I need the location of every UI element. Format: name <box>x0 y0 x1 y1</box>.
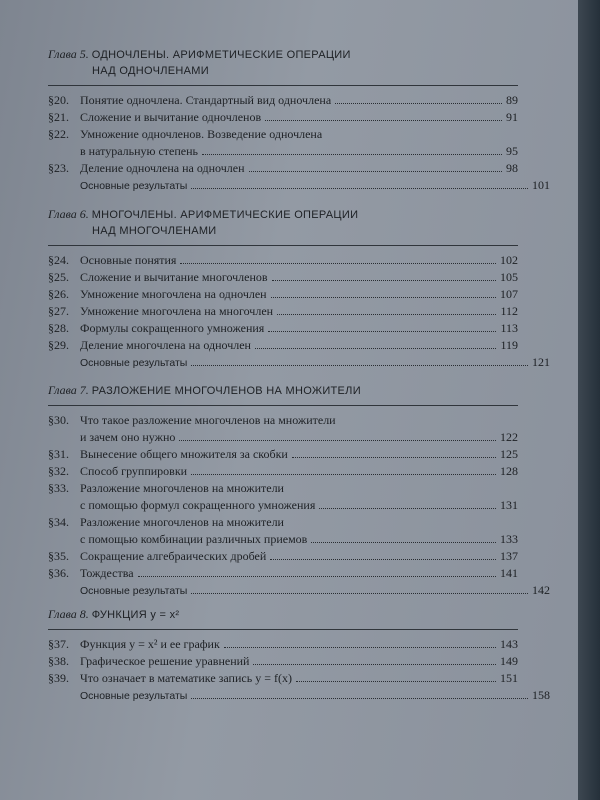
page-number: 91 <box>506 110 518 124</box>
section-number: §25. <box>48 270 69 284</box>
page-number: 105 <box>500 270 518 284</box>
section-title: Вынесение общего множителя за скобки <box>80 447 288 461</box>
section-title: Основные понятия <box>80 253 177 267</box>
page-number: 137 <box>500 549 518 563</box>
chapter-number: Глава 7. <box>48 383 89 397</box>
divider <box>48 629 518 630</box>
chapter-name-cont: НАД ОДНОЧЛЕНАМИ <box>92 65 209 77</box>
page-number: 121 <box>532 355 550 369</box>
chapter-name: ФУНКЦИЯ y = x² <box>91 609 180 621</box>
page-number: 143 <box>500 637 518 651</box>
summary-label: Основные результаты <box>80 180 188 192</box>
summary-entry <box>48 582 550 599</box>
section-title: Сложение и вычитание одночленов <box>80 110 262 124</box>
toc-entry <box>48 337 518 354</box>
summary-label: Основные результаты <box>80 357 188 369</box>
section-number: §39. <box>48 671 69 685</box>
section-title: Деление многочлена на одночлен <box>80 338 251 352</box>
section-title: Разложение многочленов на множители <box>80 481 284 495</box>
section-number: §33. <box>48 481 69 495</box>
section-title-cont: и зачем оно нужно <box>80 430 176 444</box>
section-title: Разложение многочленов на множители <box>80 515 284 529</box>
section-number: §30. <box>48 413 69 427</box>
summary-entry <box>48 687 550 704</box>
chapter-title <box>48 606 558 623</box>
page-number: 149 <box>500 654 518 668</box>
page-number: 122 <box>500 430 518 444</box>
page-number: 89 <box>506 93 518 107</box>
section-number: §34. <box>48 515 69 529</box>
section-number: §38. <box>48 654 69 668</box>
section-number: §36. <box>48 566 69 580</box>
divider <box>48 405 518 406</box>
section-number: §22. <box>48 127 69 141</box>
section-title: Функция y = x² и ее график <box>80 637 220 651</box>
chapter-name-cont: НАД МНОГОЧЛЕНАМИ <box>92 225 217 237</box>
chapter-title <box>48 206 558 223</box>
section-number: §20. <box>48 93 69 107</box>
chapter-name: МНОГОЧЛЕНЫ. АРИФМЕТИЧЕСКИЕ ОПЕРАЦИИ <box>91 209 359 221</box>
section-number: §23. <box>48 161 69 175</box>
toc-entry <box>48 636 518 653</box>
section-title: Деление одночлена на одночлен <box>80 161 245 175</box>
page-number: 95 <box>506 144 518 158</box>
chapter-number: Глава 8. <box>48 607 89 621</box>
toc-entry <box>48 126 518 160</box>
page-number: 101 <box>532 178 550 192</box>
section-number: §37. <box>48 637 69 651</box>
toc-entry <box>48 548 518 565</box>
section-title-cont: с помощью формул сокращенного умножения <box>80 498 316 512</box>
page-number: 112 <box>500 304 518 318</box>
page-number: 125 <box>500 447 518 461</box>
chapter-5 <box>48 46 558 194</box>
page-number: 141 <box>500 566 518 580</box>
section-title: Что такое разложение многочленов на множители <box>80 413 336 427</box>
summary-label: Основные результаты <box>80 690 188 702</box>
chapter-7 <box>48 382 558 599</box>
page-number: 128 <box>500 464 518 478</box>
section-title: Сложение и вычитание многочленов <box>80 270 268 284</box>
toc-entry <box>48 303 518 320</box>
toc-entry <box>48 109 518 126</box>
chapter-8 <box>48 606 558 704</box>
toc-entry <box>48 92 518 109</box>
section-number: §26. <box>48 287 69 301</box>
page-edge <box>578 0 600 800</box>
toc-entry <box>48 446 518 463</box>
summary-entry <box>48 177 550 194</box>
toc-entry <box>48 269 518 286</box>
section-number: §35. <box>48 549 69 563</box>
chapter-number: Глава 5. <box>48 47 89 61</box>
summary-label: Основные результаты <box>80 585 188 597</box>
toc-entry <box>48 653 518 670</box>
toc-entry <box>48 160 518 177</box>
toc-entry <box>48 565 518 582</box>
summary-entry <box>48 354 550 371</box>
page-number: 133 <box>500 532 518 546</box>
page-number: 102 <box>500 253 518 267</box>
section-number: §31. <box>48 447 69 461</box>
section-number: §28. <box>48 321 69 335</box>
section-number: §21. <box>48 110 69 124</box>
toc-entry <box>48 670 518 687</box>
section-title-cont: в натуральную степень <box>80 144 199 158</box>
page-number: 107 <box>500 287 518 301</box>
section-number: §27. <box>48 304 69 318</box>
toc-entry <box>48 252 518 269</box>
page-number: 158 <box>532 688 550 702</box>
chapter-name: ОДНОЧЛЕНЫ. АРИФМЕТИЧЕСКИЕ ОПЕРАЦИИ <box>91 49 351 61</box>
section-number: §29. <box>48 338 69 352</box>
section-number: §32. <box>48 464 69 478</box>
toc-entry <box>48 320 518 337</box>
toc-entry <box>48 463 518 480</box>
page-number: 113 <box>500 321 518 335</box>
section-title: Тождества <box>80 566 134 580</box>
chapter-title <box>48 382 558 399</box>
toc-entry <box>48 412 518 446</box>
section-title-cont: с помощью комбинации различных приемов <box>80 532 308 546</box>
page-number: 131 <box>500 498 518 512</box>
section-title: Графическое решение уравнений <box>80 654 250 668</box>
divider <box>48 245 518 246</box>
section-title: Умножение одночленов. Возведение одночлена <box>80 127 323 141</box>
section-title: Формулы сокращенного умножения <box>80 321 265 335</box>
section-number: §24. <box>48 253 69 267</box>
toc-entry <box>48 514 518 548</box>
page-number: 98 <box>506 161 518 175</box>
chapter-title <box>48 46 558 63</box>
section-title: Что означает в математике запись y = f(x) <box>80 671 292 685</box>
page-number: 151 <box>500 671 518 685</box>
section-title: Понятие одночлена. Стандартный вид одночлена <box>80 93 332 107</box>
chapter-6 <box>48 206 558 371</box>
chapter-number: Глава 6. <box>48 207 89 221</box>
toc-entry <box>48 286 518 303</box>
section-title: Сокращение алгебраических дробей <box>80 549 267 563</box>
chapter-name: РАЗЛОЖЕНИЕ МНОГОЧЛЕНОВ НА МНОЖИТЕЛИ <box>91 385 361 397</box>
section-title: Умножение многочлена на многочлен <box>80 304 274 318</box>
page-number: 142 <box>532 583 550 597</box>
divider <box>48 85 518 86</box>
section-title: Умножение многочлена на одночлен <box>80 287 267 301</box>
toc-entry <box>48 480 518 514</box>
page-number: 119 <box>500 338 518 352</box>
section-title: Способ группировки <box>80 464 188 478</box>
